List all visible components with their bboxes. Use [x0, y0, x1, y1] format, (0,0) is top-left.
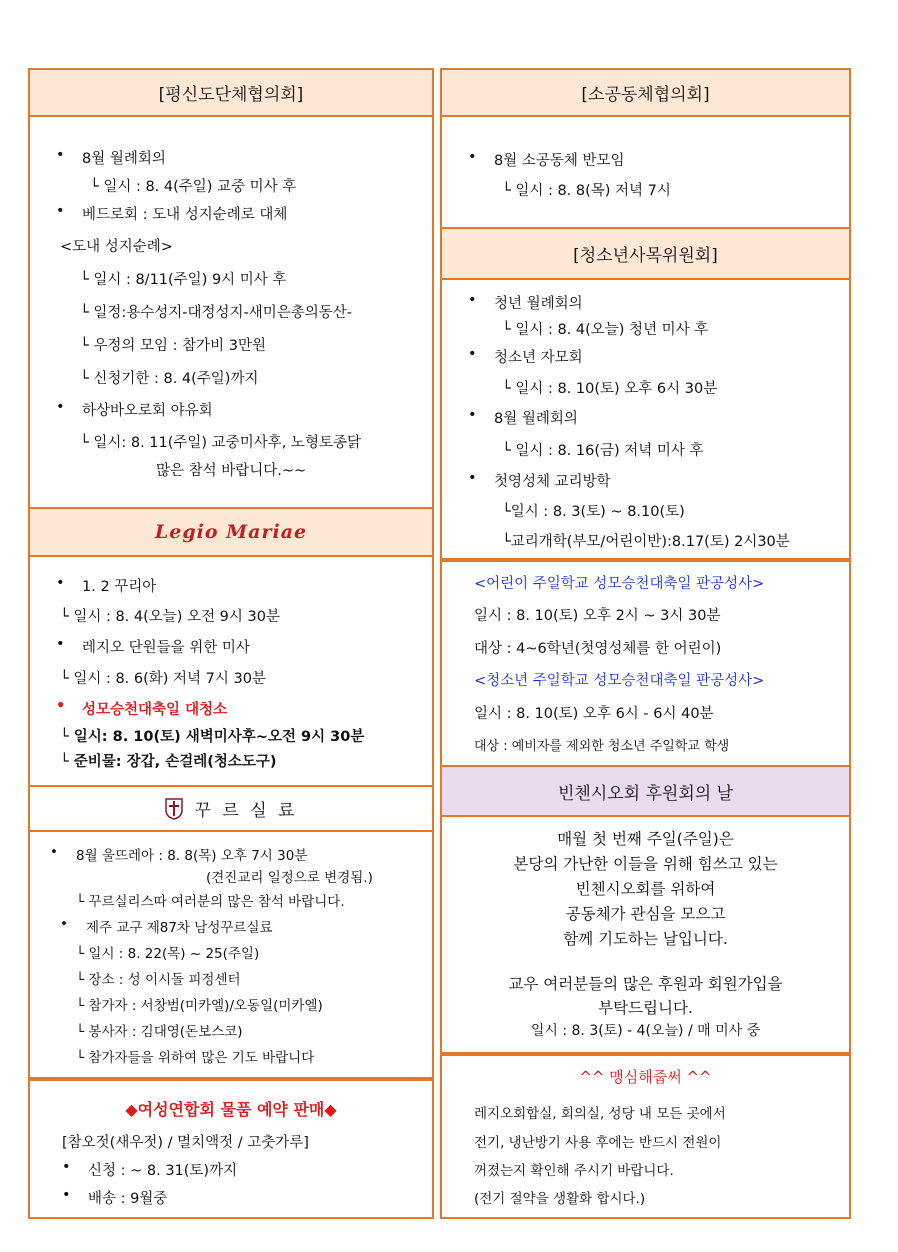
list-item: • 제주 교구 제87차 남성꾸르실료	[86, 916, 273, 936]
vincent-line: 부탁드립니다.	[598, 999, 693, 1017]
cursillo-body	[30, 832, 432, 1077]
vincent-line: 공동체가 관심을 모으고	[565, 905, 726, 923]
vincent-line: 본당의 가난한 이들을 위해 힘쓰고 있는	[513, 855, 778, 873]
pyeongsin-header	[30, 70, 432, 117]
list-item: └ 우정의 모임 : 참가비 3만원	[80, 338, 266, 354]
cursillo-header	[30, 785, 432, 832]
youth-title: [청소년사목위원회]	[573, 246, 718, 266]
list-item: • 첫영성체 교리방학	[494, 470, 611, 491]
list-item: └ 참가자들을 위하여 많은 기도 바랍니다	[76, 1050, 315, 1066]
list-item: • 신청 : ~ 8. 31(토)까지	[88, 1159, 237, 1180]
list-item: • 1. 2 꾸리아	[82, 575, 156, 596]
list-item: 많은 참석 바랍니다.~~	[156, 463, 307, 479]
list-item: 꺼졌는지 확인해 주시기 바랍니다.	[474, 1163, 674, 1179]
legio-title: Legio Mariae	[154, 521, 308, 543]
pyeongsin-body	[30, 117, 432, 507]
women-title: ◆여성연합회 물품 예약 판매◆	[125, 1100, 337, 1119]
vincent-line: 일시 : 8. 3(토) - 4(오늘) / 매 미사 중	[530, 1023, 761, 1039]
community-title: [소공동체협의회]	[581, 85, 710, 105]
list-item: └ 일시 : 8. 4(주일) 교중 미사 후	[90, 179, 297, 195]
cursillo-title: 꾸 르 실 료	[194, 801, 298, 821]
vincent-body	[442, 817, 849, 1052]
list-item: • 하상바오로회 야유회	[82, 399, 213, 420]
community-header	[442, 70, 849, 117]
list-item: └교리개학(부모/어린이반):8.17(토) 2시30분	[502, 534, 790, 550]
list-item: <청소년 주일학교 성모승천대축일 판공성사>	[474, 673, 765, 689]
list-item: └ 꾸르실리스따 여러분의 많은 참석 바랍니다.	[76, 894, 345, 910]
legio-body	[30, 557, 432, 785]
notice-title: ^^ 맹심해줍써 ^^	[579, 1068, 712, 1086]
vincent-line: 빈첸시오회를 위하여	[575, 880, 716, 898]
list-item: 일시 : 8. 10(토) 오후 2시 ~ 3시 30분	[474, 608, 721, 624]
list-item: └ 봉사자 : 김대영(돈보스코)	[76, 1024, 243, 1040]
list-item: └ 신청기한 : 8. 4(주일)까지	[80, 371, 259, 387]
vincent-line: 교우 여러분들의 많은 후원과 회원가입을	[508, 975, 783, 993]
list-item: <어린이 주일학교 성모승천대축일 판공성사>	[474, 576, 765, 592]
list-item: • 청년 월례회의	[494, 292, 583, 313]
list-item: • 레지오 단원들을 위한 미사	[82, 636, 250, 657]
community-body	[442, 117, 849, 227]
vincent-header	[442, 765, 849, 817]
list-item: • 청소년 자모회	[494, 346, 583, 367]
list-item: • 베드로회 : 도내 성지순례로 대체	[82, 203, 287, 224]
pyeongsin-title: [평신도단체협의회]	[158, 85, 304, 105]
list-item: 대상 : 예비자를 제외한 청소년 주일학교 학생	[474, 739, 730, 754]
vincent-title: 빈첸시오회 후원회의 날	[557, 783, 734, 804]
list-item: └ 일시: 8. 11(주일) 교중미사후, 노형토종닭	[80, 435, 361, 451]
list-item: └ 준비물: 장갑, 손걸레(청소도구)	[60, 754, 277, 770]
list-item: └ 일정:용수성지-대정성지-새미은총의동산-	[80, 305, 353, 321]
list-item: • 배송 : 9월중	[88, 1187, 167, 1208]
legio-header	[30, 507, 432, 557]
list-item: └ 일시 : 8. 22(목) ~ 25(주일)	[76, 946, 260, 962]
list-item: └ 일시 : 8. 6(화) 저녁 7시 30분	[60, 671, 266, 687]
list-item: [참오젓(새우젓) / 멸치액젓 / 고춧가루]	[62, 1135, 309, 1151]
youth-body	[442, 280, 849, 558]
notice-body	[442, 1054, 849, 1217]
list-item: 대상 : 4~6학년(첫영성체를 한 어린이)	[474, 641, 722, 657]
list-item: └ 장소 : 성 이시돌 피정센터	[76, 972, 241, 988]
youth-header	[442, 227, 849, 280]
list-item: • 8월 소공동체 반모임	[494, 149, 625, 170]
list-item: └ 일시 : 8. 4(오늘) 청년 미사 후	[502, 322, 709, 338]
list-item: └ 일시 : 8. 8(목) 저녁 7시	[502, 183, 671, 199]
women-body	[30, 1079, 432, 1217]
list-item: └ 일시 : 8/11(주일) 9시 미사 후	[80, 272, 287, 288]
list-item: └일시 : 8. 3(토) ~ 8.10(토)	[502, 504, 685, 520]
mass-body	[442, 560, 849, 765]
list-item: (전기 절약을 생활화 합시다.)	[474, 1191, 646, 1207]
list-item: • 성모승천대축일 대청소	[82, 698, 227, 719]
list-item: 전기, 냉난방기 사용 후에는 반드시 전원이	[474, 1135, 722, 1151]
list-item: 일시 : 8. 10(토) 오후 6시 - 6시 40분	[474, 706, 714, 722]
vincent-line: 매월 첫 번째 주일(주일)은	[557, 830, 734, 848]
list-item: └ 일시 : 8. 16(금) 저녁 미사 후	[502, 443, 704, 459]
list-item: (견진교리 일정으로 변경됨.)	[206, 870, 373, 886]
list-item: 레지오회합실, 회의실, 성당 내 모든 곳에서	[474, 1106, 726, 1122]
list-item: <도내 성지순례>	[60, 239, 173, 255]
vincent-line: 함께 기도하는 날입니다.	[563, 930, 728, 948]
list-item: • 8월 울뜨레아 : 8. 8(목) 오후 7시 30분	[76, 844, 307, 864]
list-item: └ 일시 : 8. 10(토) 오후 6시 30분	[502, 381, 718, 397]
cursillo-crest-icon	[165, 798, 183, 820]
list-item: └ 일시 : 8. 4(오늘) 오전 9시 30분	[60, 609, 280, 625]
list-item: • 8월 월례회의	[82, 147, 166, 168]
list-item: • 8월 월례회의	[494, 407, 578, 428]
column-divider	[432, 68, 442, 1219]
list-item: └ 일시: 8. 10(토) 새벽미사후~오전 9시 30분	[60, 729, 365, 745]
list-item: └ 참가자 : 서창범(미카엘)/오동일(미카엘)	[76, 998, 323, 1014]
